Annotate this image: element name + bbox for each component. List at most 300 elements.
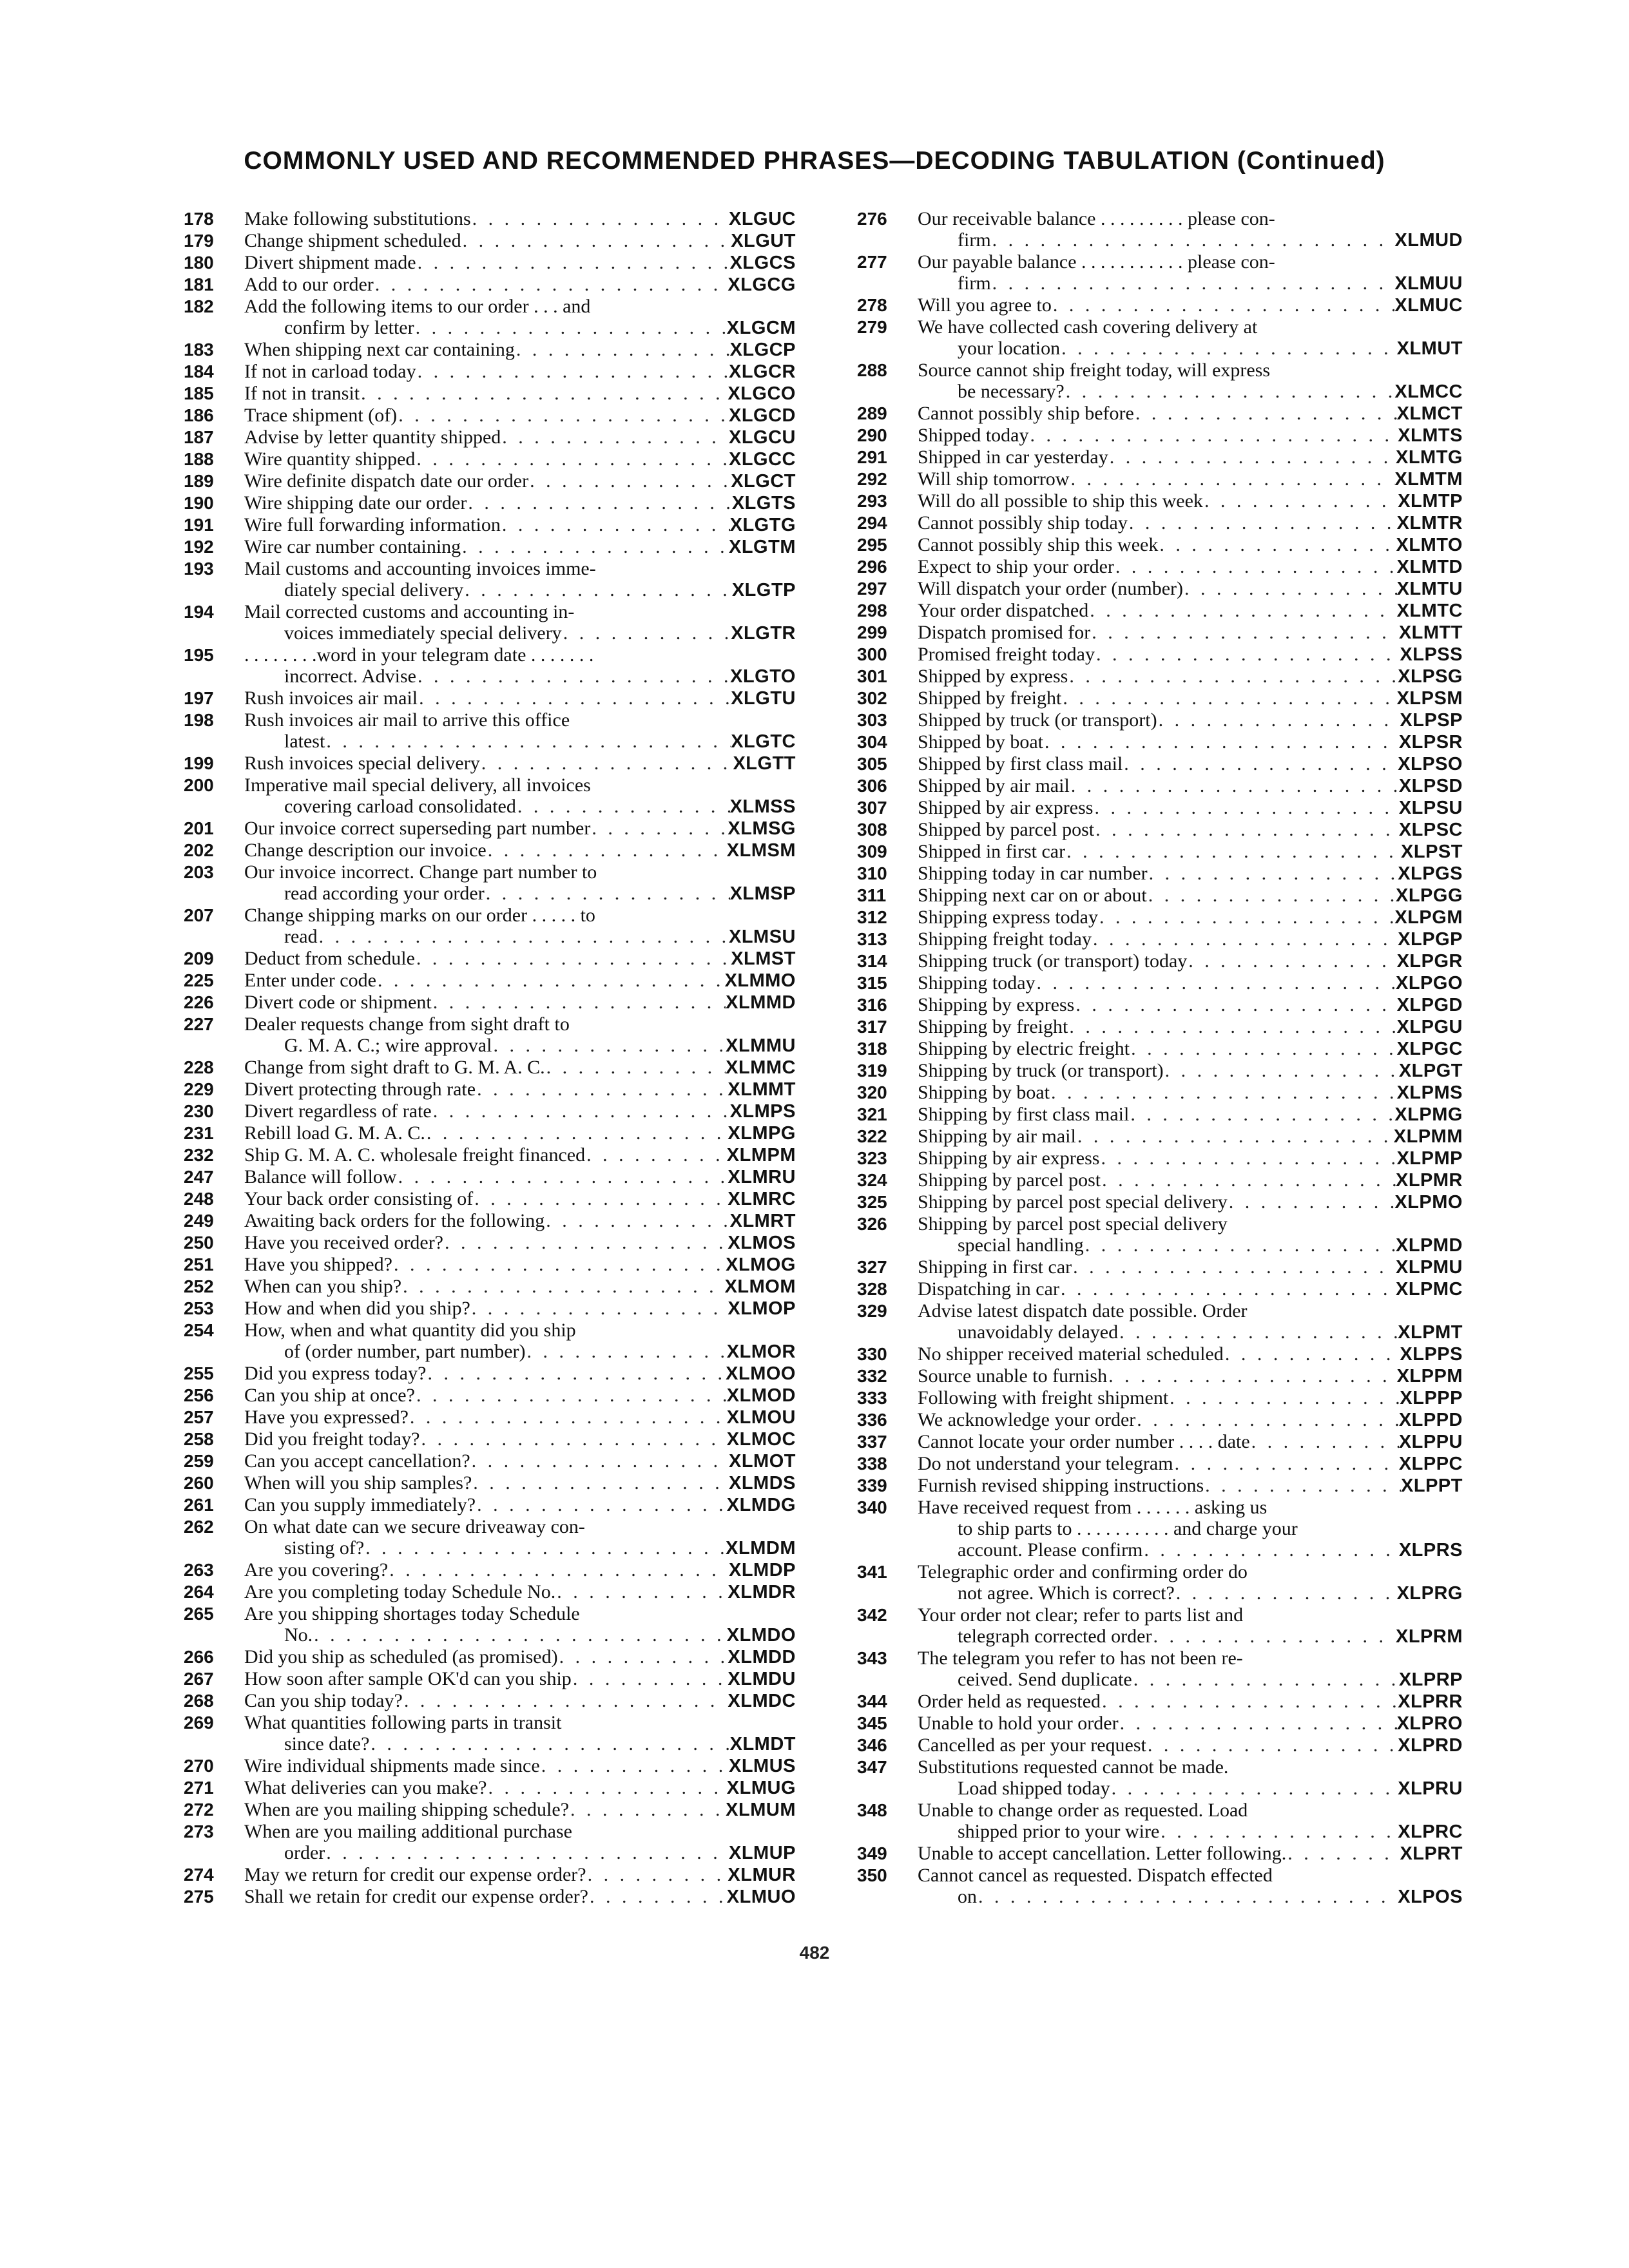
- phrase-text: Are you covering?: [244, 1559, 389, 1581]
- leader-dots: [586, 1864, 728, 1885]
- phrase-code: XLPGD: [1396, 995, 1463, 1015]
- phrase-code: XLMOC: [726, 1429, 796, 1450]
- phrase-number: 275: [184, 1887, 214, 1907]
- phrase-number: 315: [857, 973, 887, 993]
- phrase-code: XLPRO: [1396, 1713, 1463, 1734]
- phrase-entry: [857, 251, 1463, 294]
- phrase-text: Promised freight today: [918, 644, 1095, 665]
- phrase-entry: [857, 753, 1463, 775]
- phrase-number: 327: [857, 1257, 887, 1277]
- phrase-number: 333: [857, 1388, 887, 1408]
- phrase-entry: [857, 1169, 1463, 1191]
- phrase-entry: [857, 360, 1463, 403]
- phrase-code: XLPMC: [1396, 1279, 1463, 1300]
- phrase-code: XLGTU: [731, 688, 796, 709]
- phrase-text: read according your order: [284, 883, 485, 904]
- phrase-text: Our invoice incorrect. Change part number to: [244, 861, 597, 883]
- leader-dots: [1093, 797, 1398, 818]
- leader-dots: [472, 1472, 729, 1494]
- phrase-entry: [184, 1472, 796, 1494]
- phrase-code: XLMUR: [728, 1865, 796, 1885]
- phrase-text: Rebill load G. M. A. C.: [244, 1122, 425, 1144]
- phrase-entry: [184, 427, 796, 448]
- phrase-entry: [184, 252, 796, 274]
- phrase-code: XLMSG: [728, 818, 796, 839]
- phrase-text: not agree. Which is correct?: [958, 1582, 1175, 1604]
- phrase-number: 202: [184, 840, 214, 860]
- leader-dots: [1072, 1256, 1396, 1278]
- phrase-entry: [184, 1755, 796, 1777]
- phrase-text: Dispatching in car: [918, 1278, 1059, 1300]
- phrase-text: incorrect. Advise: [284, 666, 416, 687]
- phrase-text: Unable to hold your order: [918, 1713, 1119, 1734]
- phrase-entry: [857, 1016, 1463, 1038]
- phrase-entry: [184, 1276, 796, 1298]
- phrase-code: XLMMO: [724, 970, 796, 991]
- leader-dots: [1070, 775, 1399, 796]
- phrase-code: XLGTR: [731, 623, 796, 644]
- phrase-text: . . . . . . . .word in your telegram date . . . . . . .: [244, 644, 594, 666]
- phrase-number: 247: [184, 1167, 214, 1187]
- phrase-number: 250: [184, 1233, 214, 1253]
- phrase-text: Change shipping marks on our order . . . . . to: [244, 905, 595, 926]
- phrase-code: XLPGG: [1395, 885, 1463, 906]
- phrase-number: 332: [857, 1366, 887, 1386]
- phrase-code: XLPRP: [1398, 1669, 1463, 1690]
- phrase-entry: [184, 558, 796, 601]
- phrase-entry: [184, 1210, 796, 1232]
- right-column: [857, 208, 1463, 1908]
- phrase-text: Make following substitutions: [244, 208, 471, 229]
- phrase-text: Shipped in car yesterday: [918, 447, 1108, 468]
- phrase-text: Mail customs and accounting invoices imme-: [244, 558, 596, 579]
- leader-dots: [325, 731, 731, 752]
- phrase-code: XLPRC: [1398, 1821, 1463, 1842]
- phrase-entry: [184, 361, 796, 383]
- phrase-number: 257: [184, 1407, 214, 1427]
- phrase-entry: [184, 1100, 796, 1122]
- leader-dots: [397, 405, 729, 426]
- leader-dots: [1101, 1691, 1398, 1712]
- leader-dots: [501, 514, 730, 535]
- phrase-entry: [857, 885, 1463, 907]
- phrase-code: XLMTC: [1396, 601, 1463, 621]
- phrase-code: XLMDP: [729, 1560, 796, 1581]
- phrase-number: 192: [184, 537, 214, 557]
- leader-dots: [1065, 381, 1395, 402]
- phrase-code: XLMOM: [724, 1276, 796, 1297]
- phrase-code: XLMRU: [728, 1167, 796, 1187]
- phrase-code: XLMTD: [1396, 557, 1463, 577]
- phrase-code: XLGCO: [728, 383, 796, 404]
- leader-dots: [1110, 1778, 1398, 1799]
- phrase-number: 314: [857, 951, 887, 971]
- phrase-entry: [857, 1126, 1463, 1148]
- phrase-number: 258: [184, 1429, 214, 1449]
- phrase-entry: [857, 1604, 1463, 1648]
- phrase-text: Your order dispatched: [918, 600, 1089, 621]
- phrase-entry: [857, 709, 1463, 731]
- leader-dots: [1060, 338, 1396, 359]
- phrase-text: Shipped by first class mail: [918, 753, 1123, 774]
- phrase-text: to ship parts to . . . . . . . . . . and charge your: [958, 1518, 1298, 1539]
- phrase-text: Shipping by parcel post special delivery: [918, 1213, 1228, 1235]
- phrase-entry: [184, 753, 796, 774]
- phrase-number: 322: [857, 1126, 887, 1146]
- phrase-entry: [857, 950, 1463, 972]
- phrase-text: Shipping by electric freight: [918, 1038, 1130, 1059]
- phrase-code: XLPSR: [1398, 732, 1463, 753]
- page-heading: COMMONLY USED AND RECOMMENDED PHRASES—DECODING TABULATION (Continued): [244, 147, 1385, 175]
- phrase-number: 185: [184, 383, 214, 403]
- phrase-text: Shipping by boat: [918, 1082, 1050, 1103]
- leader-dots: [991, 273, 1395, 294]
- phrase-number: 325: [857, 1192, 887, 1212]
- phrase-text: Add the following items to our order . . . and: [244, 296, 591, 317]
- phrase-entry: [857, 1191, 1463, 1213]
- phrase-code: XLMTU: [1396, 579, 1463, 599]
- phrase-number: 345: [857, 1713, 887, 1733]
- phrase-code: XLPRS: [1398, 1540, 1463, 1561]
- leader-dots: [1157, 709, 1400, 731]
- leader-dots: [492, 1035, 726, 1056]
- phrase-code: XLPGU: [1396, 1017, 1463, 1037]
- phrase-code: XLGTS: [731, 493, 796, 514]
- leader-dots: [463, 579, 732, 601]
- phrase-entry: [184, 1821, 796, 1864]
- phrase-number: 311: [857, 885, 887, 905]
- phrase-text: When can you ship?: [244, 1276, 402, 1297]
- phrase-number: 328: [857, 1279, 887, 1299]
- phrase-code: XLPMG: [1394, 1104, 1463, 1125]
- leader-dots: [1173, 1453, 1399, 1474]
- phrase-text: Can you ship today?: [244, 1690, 403, 1711]
- phrase-text: Our payable balance . . . . . . . . . . . please con-: [918, 251, 1275, 273]
- phrase-number: 183: [184, 340, 214, 360]
- phrase-number: 225: [184, 970, 214, 990]
- leader-dots: [325, 1842, 729, 1863]
- phrase-number: 180: [184, 253, 214, 273]
- leader-dots: [403, 1690, 728, 1711]
- phrase-code: XLMCC: [1394, 381, 1463, 402]
- leader-dots: [461, 536, 729, 557]
- phrase-entry: [184, 536, 796, 558]
- phrase-code: XLPGR: [1396, 951, 1463, 972]
- phrase-number: 270: [184, 1756, 214, 1776]
- phrase-text: Deduct from schedule: [244, 948, 415, 969]
- phrase-number: 298: [857, 601, 887, 620]
- phrase-text: We acknowledge your order: [918, 1409, 1136, 1430]
- phrase-text: Order held as requested: [918, 1691, 1101, 1712]
- phrase-entry: [857, 1082, 1463, 1104]
- phrase-text: Our invoice correct superseding part number: [244, 818, 591, 839]
- phrase-number: 255: [184, 1363, 214, 1383]
- phrase-code: XLPRD: [1398, 1735, 1463, 1756]
- phrase-entry: [184, 296, 796, 339]
- phrase-text: firm: [958, 229, 991, 251]
- phrase-code: XLPMO: [1394, 1192, 1463, 1213]
- leader-dots: [1098, 907, 1394, 928]
- leader-dots: [977, 1886, 1398, 1907]
- leader-dots: [526, 1341, 727, 1362]
- phrase-text: Shipping by express: [918, 994, 1075, 1015]
- phrase-entry: [857, 644, 1463, 666]
- phrase-code: XLMDU: [728, 1669, 796, 1689]
- phrase-number: 302: [857, 688, 887, 708]
- phrase-entry: [184, 492, 796, 514]
- phrase-number: 318: [857, 1039, 887, 1059]
- phrase-code: XLMSM: [726, 840, 796, 861]
- leader-dots: [401, 1276, 724, 1297]
- leader-dots: [470, 1450, 729, 1472]
- phrase-code: XLMDG: [726, 1495, 796, 1515]
- phrase-code: XLPRR: [1398, 1691, 1463, 1712]
- leader-dots: [416, 252, 730, 273]
- phrase-text: Will ship tomorrow: [918, 468, 1070, 490]
- phrase-code: XLGTG: [729, 515, 796, 535]
- phrase-text: Dealer requests change from sight draft to: [244, 1014, 570, 1035]
- phrase-text: Enter under code: [244, 970, 376, 991]
- phrase-entry: [857, 1387, 1463, 1409]
- phrase-number: 261: [184, 1495, 214, 1515]
- phrase-code: XLGCG: [728, 274, 796, 295]
- phrase-number: 251: [184, 1254, 214, 1274]
- phrase-entry: [184, 1188, 796, 1210]
- leader-dots: [426, 1363, 726, 1384]
- phrase-code: XLGCT: [731, 471, 796, 492]
- phrase-entry: [857, 863, 1463, 885]
- phrase-entry: [857, 1409, 1463, 1431]
- phrase-code: XLGTO: [730, 666, 796, 687]
- phrase-number: 339: [857, 1475, 887, 1495]
- leader-dots: [476, 1494, 727, 1515]
- phrase-text: Wire car number containing: [244, 536, 461, 557]
- leader-dots: [397, 1166, 728, 1187]
- leader-dots: [515, 339, 730, 360]
- phrase-text: Cannot possibly ship this week: [918, 534, 1159, 555]
- phrase-entry: [184, 1298, 796, 1320]
- phrase-number: 290: [857, 425, 887, 445]
- phrase-code: XLMUG: [726, 1778, 796, 1798]
- phrase-number: 346: [857, 1735, 887, 1755]
- phrase-code: XLMSU: [729, 927, 796, 947]
- phrase-text: Change description our invoice: [244, 840, 487, 861]
- phrase-number: 308: [857, 820, 887, 840]
- phrase-text: We have collected cash covering delivery at: [918, 316, 1258, 338]
- phrase-code: XLMMC: [726, 1057, 796, 1078]
- phrase-entry: [857, 294, 1463, 316]
- phrase-number: 191: [184, 515, 214, 535]
- phrase-entry: [857, 994, 1463, 1016]
- leader-dots: [562, 622, 731, 644]
- phrase-code: XLMTP: [1398, 491, 1463, 512]
- phrase-code: XLPSU: [1398, 798, 1463, 818]
- phrase-number: 303: [857, 710, 887, 730]
- phrase-code: XLGCM: [726, 318, 796, 338]
- phrase-text: of (order number, part number): [284, 1341, 526, 1362]
- phrase-number: 197: [184, 688, 214, 708]
- phrase-text: Rush invoices air mail to arrive this office: [244, 709, 570, 731]
- phrase-entry: [184, 1494, 796, 1516]
- phrase-text: May we return for credit our expense order?: [244, 1864, 586, 1885]
- phrase-entry: [857, 425, 1463, 447]
- phrase-code: XLMOO: [726, 1363, 796, 1384]
- leader-dots: [415, 1385, 727, 1406]
- phrase-entry: [857, 1865, 1463, 1908]
- phrase-text: ceived. Send duplicate: [958, 1669, 1132, 1690]
- phrase-code: XLMUP: [729, 1843, 796, 1863]
- leader-dots: [1129, 1104, 1394, 1125]
- phrase-entry: [857, 1148, 1463, 1169]
- phrase-text: Divert protecting through rate: [244, 1079, 476, 1100]
- phrase-entry: [184, 1079, 796, 1100]
- leader-dots: [1123, 753, 1398, 774]
- phrase-entry: [857, 468, 1463, 490]
- phrase-code: XLPMM: [1393, 1126, 1463, 1147]
- phrase-number: 262: [184, 1517, 214, 1537]
- leader-dots: [416, 666, 730, 687]
- phrase-text: Shipped in first car: [918, 841, 1066, 862]
- phrase-text: Shipped today: [918, 425, 1029, 446]
- phrase-text: Unable to accept cancellation. Letter following.: [918, 1843, 1287, 1864]
- leader-dots: [1130, 1038, 1397, 1059]
- phrase-entry: [184, 905, 796, 948]
- leader-dots: [487, 840, 727, 861]
- phrase-text: Will dispatch your order (number): [918, 578, 1184, 599]
- phrase-text: Did you ship as scheduled (as promised): [244, 1646, 558, 1667]
- leader-dots: [418, 687, 731, 709]
- phrase-code: XLMUO: [726, 1887, 796, 1907]
- leader-dots: [480, 753, 733, 774]
- phrase-entry: [857, 1278, 1463, 1300]
- phrase-code: XLPPU: [1398, 1432, 1463, 1452]
- phrase-entry: [857, 1060, 1463, 1082]
- phrase-number: 178: [184, 209, 214, 229]
- phrase-number: 188: [184, 449, 214, 469]
- phrase-code: XLMTM: [1394, 469, 1463, 490]
- leader-dots: [991, 229, 1395, 251]
- leader-dots: [1069, 468, 1394, 490]
- phrase-number: 263: [184, 1560, 214, 1580]
- phrase-text: Are you shipping shortages today Schedule: [244, 1603, 580, 1624]
- phrase-number: 198: [184, 710, 214, 730]
- leader-dots: [364, 1537, 726, 1559]
- phrase-number: 338: [857, 1454, 887, 1474]
- leader-dots: [369, 1733, 729, 1754]
- leader-dots: [1068, 1016, 1396, 1037]
- phrase-entry: [184, 840, 796, 861]
- phrase-number: 296: [857, 557, 887, 577]
- phrase-code: XLMTS: [1398, 425, 1463, 446]
- leader-dots: [1061, 687, 1396, 709]
- phrase-number: 264: [184, 1582, 214, 1602]
- leader-dots: [585, 1144, 727, 1166]
- phrase-text: Shipping by freight: [918, 1016, 1068, 1037]
- phrase-code: XLMPG: [728, 1123, 796, 1144]
- phrase-entry: [857, 1800, 1463, 1843]
- phrase-number: 349: [857, 1843, 887, 1863]
- phrase-code: XLPGS: [1398, 863, 1463, 884]
- phrase-number: 248: [184, 1189, 214, 1209]
- leader-dots: [1175, 1582, 1397, 1604]
- phrase-text: Divert regardless of rate: [244, 1100, 432, 1122]
- phrase-text: Shall we retain for credit our expense order?: [244, 1886, 588, 1907]
- phrase-entry: [184, 274, 796, 296]
- leader-dots: [555, 1581, 728, 1602]
- phrase-code: XLMTR: [1396, 513, 1463, 533]
- leader-dots: [1134, 403, 1397, 424]
- leader-dots: [318, 926, 729, 947]
- leader-dots: [388, 1559, 729, 1581]
- leader-dots: [415, 448, 729, 470]
- leader-dots: [432, 992, 726, 1013]
- phrase-text: Do not understand your telegram: [918, 1453, 1173, 1474]
- phrase-entry: [857, 1713, 1463, 1735]
- phrase-code: XLPMS: [1396, 1082, 1463, 1103]
- phrase-text: Advise by letter quantity shipped: [244, 427, 501, 448]
- phrase-text: Shipped by air mail: [918, 775, 1070, 796]
- leader-dots: [588, 1886, 727, 1907]
- phrase-text: account. Please confirm: [958, 1539, 1143, 1561]
- phrase-number: 266: [184, 1647, 214, 1667]
- phrase-code: XLGUC: [729, 209, 796, 229]
- phrase-text: Shipping by parcel post: [918, 1169, 1101, 1191]
- phrase-code: XLPPM: [1396, 1366, 1463, 1387]
- phrase-number: 307: [857, 798, 887, 818]
- phrase-number: 227: [184, 1014, 214, 1034]
- phrase-entry: [184, 970, 796, 992]
- phrase-text: Did you express today?: [244, 1363, 427, 1384]
- phrase-text: Shipped by express: [918, 666, 1068, 687]
- phrase-entry: [184, 1864, 796, 1886]
- phrase-entry: [184, 1646, 796, 1668]
- phrase-entry: [184, 1777, 796, 1799]
- phrase-number: 203: [184, 862, 214, 882]
- phrase-code: XLMUD: [1394, 230, 1463, 251]
- phrase-text: Change shipment scheduled: [244, 230, 461, 251]
- phrase-code: XLGCS: [729, 253, 796, 273]
- phrase-number: 272: [184, 1800, 214, 1820]
- phrase-text: voices immediately special delivery: [284, 622, 562, 644]
- phrase-code: XLGTT: [733, 753, 796, 774]
- phrase-code: XLMDM: [726, 1538, 796, 1559]
- phrase-text: Our receivable balance . . . . . . . . . please con-: [918, 208, 1275, 229]
- leader-dots: [516, 796, 730, 817]
- leader-dots: [485, 883, 730, 904]
- phrase-number: 301: [857, 666, 887, 686]
- phrase-code: XLPRG: [1396, 1583, 1463, 1604]
- phrase-text: What quantities following parts in transit: [244, 1712, 562, 1733]
- leader-dots: [1059, 1278, 1396, 1300]
- phrase-text: Cannot possibly ship today: [918, 512, 1128, 533]
- phrase-text: Can you supply immediately?: [244, 1494, 476, 1515]
- leader-dots: [545, 1057, 726, 1078]
- phrase-entry: [184, 818, 796, 840]
- phrase-text: read: [284, 926, 318, 947]
- phrase-text: Substitutions requested cannot be made.: [918, 1756, 1229, 1778]
- phrase-number: 179: [184, 231, 214, 251]
- phrase-number: 319: [857, 1061, 887, 1081]
- leader-dots: [1099, 1148, 1396, 1169]
- phrase-entry: [857, 403, 1463, 425]
- leader-dots: [1159, 1821, 1398, 1842]
- phrase-text: Wire individual shipments made since: [244, 1755, 540, 1776]
- leader-dots: [471, 208, 729, 229]
- phrase-number: 304: [857, 732, 887, 752]
- phrase-entry: [857, 1497, 1463, 1561]
- phrase-number: 256: [184, 1385, 214, 1405]
- phrase-entry: [184, 861, 796, 905]
